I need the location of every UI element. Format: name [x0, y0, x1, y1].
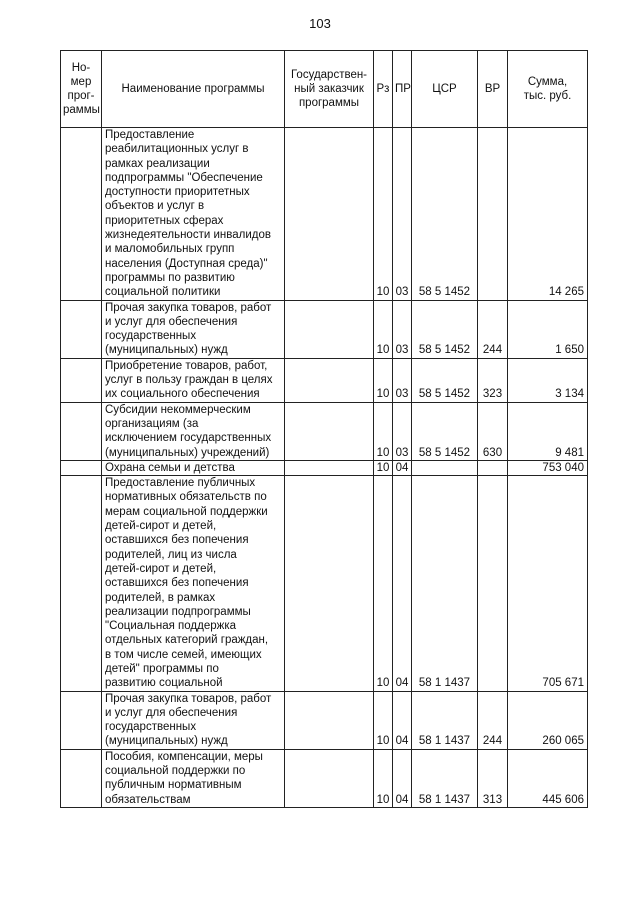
cell-rz: 10 — [374, 402, 393, 460]
cell-csr: 58 1 1437 — [412, 749, 478, 807]
cell-vr — [478, 460, 508, 475]
header-customer: Государствен- ный заказчик программы — [285, 51, 374, 128]
cell-sum: 445 606 — [508, 749, 588, 807]
page-number: 103 — [309, 16, 331, 31]
header-sum: Сумма, тыс. руб. — [508, 51, 588, 128]
cell-vr: 630 — [478, 402, 508, 460]
cell-program-number — [61, 460, 102, 475]
cell-program-name: Предоставление реабилитационных услуг в рамках реализации подпрограммы "Обеспечение доступности приоритетных объектов и услуг в приоритетных сферах жизнедеятельности инвалидов и маломобильных групп населения (Доступная среда)" программы по развитию социальной политики — [102, 128, 285, 301]
cell-csr: 58 5 1452 — [412, 358, 478, 402]
cell-program-number — [61, 358, 102, 402]
table-row — [61, 749, 588, 807]
cell-sum: 9 481 — [508, 402, 588, 460]
cell-program-number — [61, 402, 102, 460]
cell-customer — [285, 402, 374, 460]
header-program-name: Наименование программы — [102, 51, 285, 128]
table-row — [61, 358, 588, 402]
cell-program-name: Охрана семьи и детства — [102, 460, 285, 475]
cell-customer — [285, 460, 374, 475]
cell-sum: 753 040 — [508, 460, 588, 475]
cell-program-number — [61, 300, 102, 358]
cell-rz: 10 — [374, 358, 393, 402]
table-row — [61, 300, 588, 358]
cell-program-name: Прочая закупка товаров, работ и услуг для обеспечения государственных (муниципальных) нужд — [102, 300, 285, 358]
cell-customer — [285, 749, 374, 807]
cell-program-name: Прочая закупка товаров, работ и услуг для обеспечения государственных (муниципальных) нужд — [102, 691, 285, 749]
cell-sum: 3 134 — [508, 358, 588, 402]
cell-rz: 10 — [374, 128, 393, 301]
cell-vr: 244 — [478, 691, 508, 749]
cell-program-number — [61, 691, 102, 749]
cell-rz: 10 — [374, 300, 393, 358]
header-csr: ЦСР — [412, 51, 478, 128]
cell-pr: 04 — [393, 476, 412, 691]
cell-rz: 10 — [374, 749, 393, 807]
header-row — [61, 51, 588, 128]
header-program-number: Но- мер прог- раммы — [61, 51, 102, 128]
cell-sum: 260 065 — [508, 691, 588, 749]
cell-vr: 313 — [478, 749, 508, 807]
table-row — [61, 128, 588, 301]
cell-program-number — [61, 476, 102, 691]
cell-customer — [285, 300, 374, 358]
cell-csr: 58 5 1452 — [412, 402, 478, 460]
cell-program-number — [61, 749, 102, 807]
cell-pr: 04 — [393, 691, 412, 749]
cell-vr — [478, 476, 508, 691]
cell-pr: 04 — [393, 749, 412, 807]
cell-pr: 03 — [393, 300, 412, 358]
cell-customer — [285, 476, 374, 691]
cell-vr: 323 — [478, 358, 508, 402]
table-row — [61, 691, 588, 749]
cell-pr: 03 — [393, 402, 412, 460]
header-rz: Рз — [374, 51, 393, 128]
cell-pr: 03 — [393, 128, 412, 301]
cell-vr: 244 — [478, 300, 508, 358]
cell-vr — [478, 128, 508, 301]
budget-table — [60, 50, 588, 808]
cell-pr: 03 — [393, 358, 412, 402]
table-row — [61, 476, 588, 691]
cell-program-name: Субсидии некоммерческим организациям (за исключением государственных (муниципальных) учреждений) — [102, 402, 285, 460]
cell-sum: 14 265 — [508, 128, 588, 301]
table-row — [61, 460, 588, 475]
cell-customer — [285, 691, 374, 749]
cell-sum: 705 671 — [508, 476, 588, 691]
header-pr: ПР — [393, 51, 412, 128]
cell-sum: 1 650 — [508, 300, 588, 358]
cell-program-name: Пособия, компенсации, меры социальной поддержки по публичным нормативным обязательствам — [102, 749, 285, 807]
cell-program-number — [61, 128, 102, 301]
cell-csr: 58 5 1452 — [412, 300, 478, 358]
cell-customer — [285, 358, 374, 402]
cell-pr: 04 — [393, 460, 412, 475]
cell-program-name: Предоставление публичных нормативных обязательств по мерам социальной поддержки детей-сирот и детей, оставшихся без попечения родителей, лиц из числа детей-сирот и детей, оставшихся без попечения родителей, в рамках реализации подпрограммы "Социальная поддержка отдельных категорий граждан, в том числе семей, имеющих детей" программы по развитию социальной — [102, 476, 285, 691]
table-row — [61, 402, 588, 460]
cell-program-name: Приобретение товаров, работ, услуг в пользу граждан в целях их социального обеспечения — [102, 358, 285, 402]
cell-rz: 10 — [374, 691, 393, 749]
cell-csr: 58 5 1452 — [412, 128, 478, 301]
header-vr: ВР — [478, 51, 508, 128]
cell-csr: 58 1 1437 — [412, 691, 478, 749]
cell-csr — [412, 460, 478, 475]
cell-customer — [285, 128, 374, 301]
cell-rz: 10 — [374, 476, 393, 691]
cell-rz: 10 — [374, 460, 393, 475]
cell-csr: 58 1 1437 — [412, 476, 478, 691]
